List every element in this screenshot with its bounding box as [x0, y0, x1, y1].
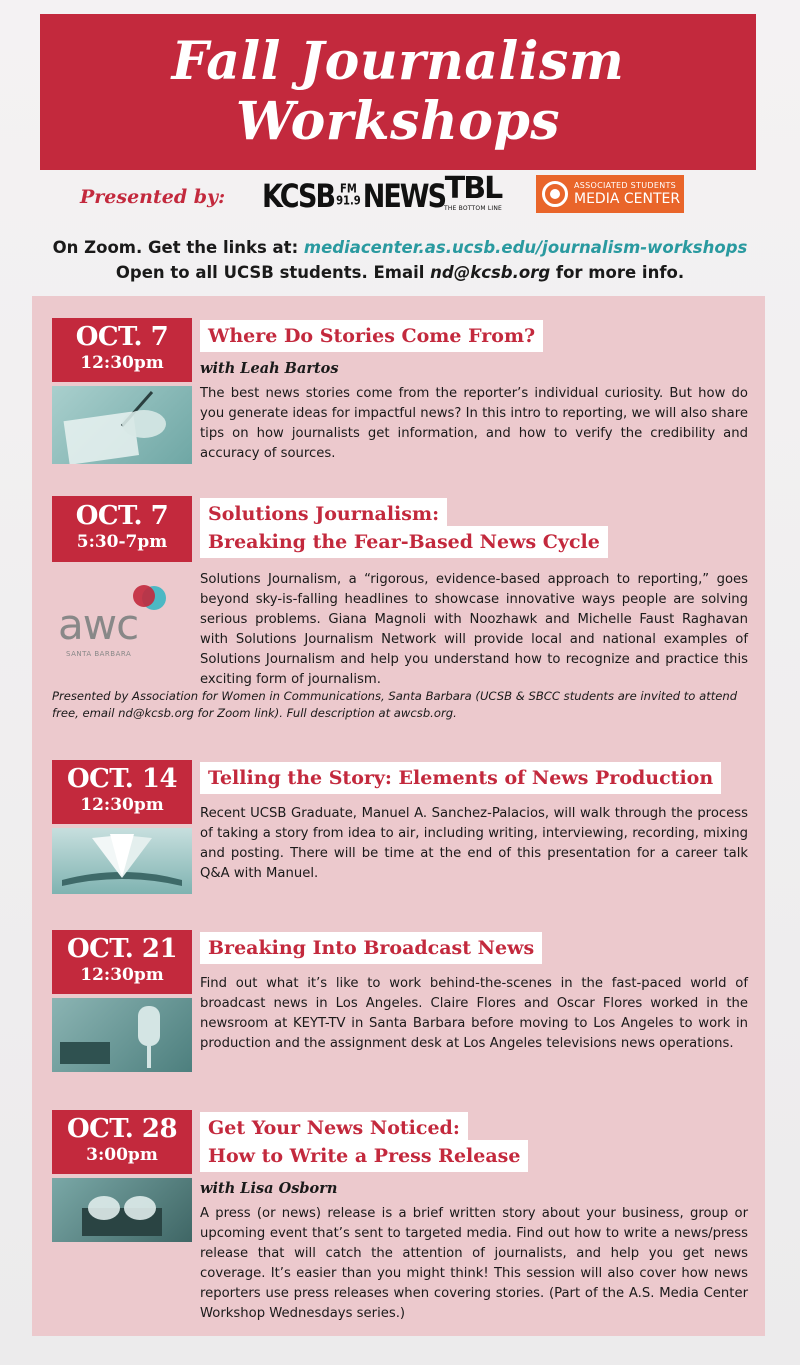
workshop-1-presenter: with Leah Bartos	[200, 360, 339, 377]
workshop-3-date	[52, 760, 192, 824]
as-media-center-words	[574, 182, 680, 206]
workshop-3-time: 12:30pm	[80, 795, 164, 815]
awc-subtitle: SANTA BARBARA	[66, 650, 132, 658]
workshop-4-date	[52, 930, 192, 994]
kcsb-fm-label: FM	[340, 182, 357, 196]
workshop-2-date	[52, 496, 192, 562]
workshop-2-description: Solutions Journalism, a “rigorous, evidence-based approach to reporting,” goes beyond sky-is-falling headlines to showcase innovative ways people are solving serious problems. Giana Magnoli with Noozhawk and Michelle Faust Raghavan with Solutions Journalism Network will provide local and national examples of Solutions Journalism and help you understand how to recognize and practice this exciting form of journalism.	[200, 572, 748, 687]
title-line-2: Workshops	[235, 91, 561, 152]
microphone-icon	[52, 998, 192, 1072]
workshop-1-date-text: OCT. 7	[75, 322, 169, 352]
workshop-1-description: The best news stories come from the reporter’s individual curiosity. But how do you generate ideas for impactful news? In this intro to reporting, we will also share tips on how journalists get information, and how to verify the credibility and accuracy of sources.	[200, 386, 748, 461]
workshop-5-date	[52, 1110, 192, 1174]
awc-logo	[58, 582, 168, 662]
workshop-3-description: Recent UCSB Graduate, Manuel A. Sanchez-Palacios, will walk through the process of taking a story from idea to air, including writing, interviewing, recording, mixing and posting. There will be time at the end of this presentation for a career talk Q&A with Manuel.	[200, 806, 748, 881]
zoom-info-text: On Zoom. Get the links at:	[52, 238, 304, 257]
title-line-1: Fall Journalism	[171, 31, 625, 92]
tbl-text: TBL	[444, 171, 502, 206]
workshop-4-date-text: OCT. 21	[66, 934, 178, 964]
workshop-3-title: Telling the Story: Elements of News Production	[200, 762, 721, 794]
email-link[interactable]: nd@kcsb.org	[430, 263, 551, 282]
as-line-1: ASSOCIATED STUDENTS	[574, 181, 677, 190]
workshop-5-date-text: OCT. 28	[66, 1114, 178, 1144]
bottom-line-logo	[440, 173, 506, 215]
workshop-4-time: 12:30pm	[80, 965, 164, 985]
email-info-prefix: Open to all UCSB students. Email	[115, 263, 431, 282]
workshop-2-note: Presented by Association for Women in Communications, Santa Barbara (UCSB & SBCC students are invited to attend free, email nd@kcsb.org for Zoom link). Full description at awcsb.org.	[52, 689, 738, 720]
zoom-info	[0, 238, 800, 257]
presented-by	[80, 180, 225, 214]
email-info	[0, 263, 800, 282]
email-info-suffix: for more info.	[550, 263, 685, 282]
workshop-1-time: 12:30pm	[80, 353, 164, 373]
kcsb-fm	[336, 184, 361, 208]
workshop-2-title-line-1: Solutions Journalism:	[200, 498, 447, 528]
presented-by-label: Presented by:	[80, 186, 226, 208]
as-media-center-logo	[536, 175, 684, 213]
workshop-5-photo	[52, 1178, 192, 1242]
workshop-4-photo	[52, 998, 192, 1072]
kcsb-news-logo	[262, 178, 445, 214]
workshop-2-title-line-2: Breaking the Fear-Based News Cycle	[200, 526, 608, 558]
workshop-2-time: 5:30-7pm	[76, 532, 168, 552]
typing-hands-icon	[52, 1178, 192, 1242]
open-book-icon	[52, 828, 192, 894]
title-banner	[40, 14, 756, 170]
workshop-5-title-line-2: How to Write a Press Release	[200, 1140, 528, 1172]
workshops-link[interactable]: mediacenter.as.ucsb.edu/journalism-workshops	[303, 238, 748, 257]
workshop-2-date-text: OCT. 7	[75, 501, 169, 531]
workshop-4-title: Breaking Into Broadcast News	[200, 932, 542, 964]
workshop-1-photo	[52, 386, 192, 464]
workshop-3-photo	[52, 828, 192, 894]
workshop-4-description: Find out what it’s like to work behind-the-scenes in the fast-paced world of broadcast news in Los Angeles. Claire Flores and Oscar Flores worked in the newsroom at KEYT-TV in Santa Barbara before moving to Los Angeles to work in production and the assignment desk at Los Angeles televisions news operations.	[200, 976, 748, 1051]
writing-hand-icon	[52, 386, 192, 464]
workshop-5-time: 3:00pm	[86, 1145, 158, 1165]
kcsb-text: KCSB	[262, 177, 335, 215]
kcsb-freq: 91.9	[336, 194, 361, 208]
workshop-5-description: A press (or news) release is a brief written story about your business, group or upcoming event that’s sent to targeted media. Find out how to write a news/press release that will catch the attention of journalists, and help you get news coverage. It’s easier than you might think! This session will also cover how news reporters use press releases when covering stories. (Part of the A.S. Media Center Workshop Wednesdays series.)	[200, 1206, 748, 1321]
tbl-subtitle: THE BOTTOM LINE	[443, 205, 503, 212]
aperture-icon	[542, 181, 568, 207]
as-line-2: MEDIA CENTER	[574, 191, 681, 207]
workshop-5-presenter: with Lisa Osborn	[200, 1180, 338, 1197]
kcsb-news-text: NEWS	[362, 177, 446, 215]
workshop-3-date-text: OCT. 14	[66, 764, 178, 794]
workshop-5-title-line-1: Get Your News Noticed:	[200, 1112, 468, 1142]
workshop-1-title: Where Do Stories Come From?	[200, 320, 543, 352]
awc-text: awc	[58, 600, 139, 649]
workshop-1-date	[52, 318, 192, 382]
